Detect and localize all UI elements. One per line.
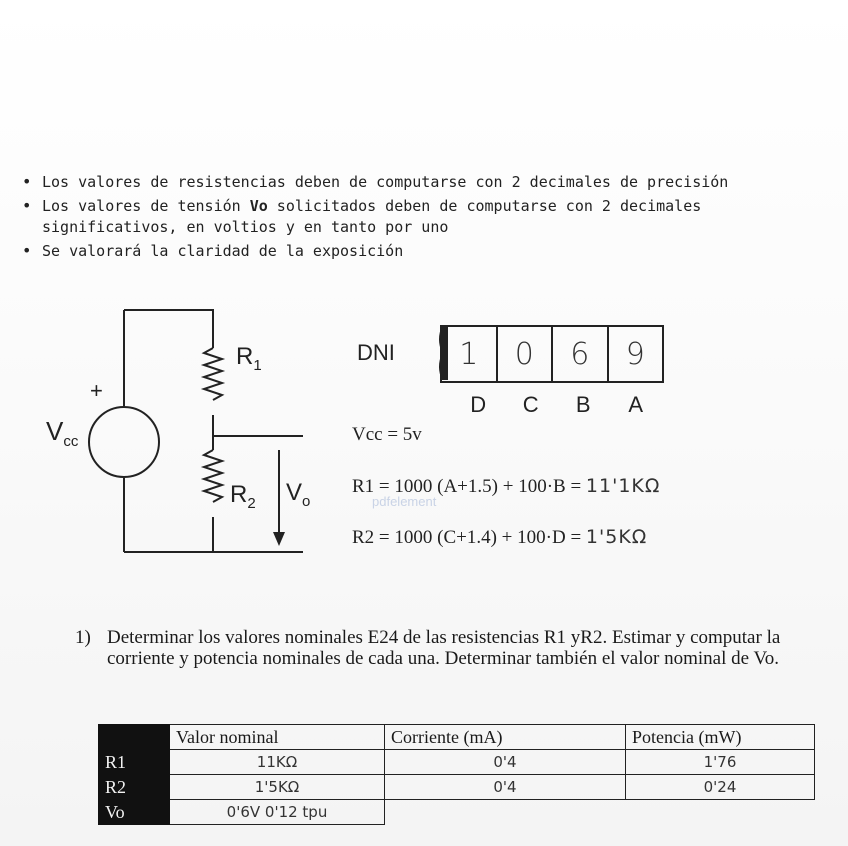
- table-empty-cell: [626, 800, 815, 825]
- dni-box: [440, 325, 664, 383]
- vcc-label: $V_{cc}$: [46, 416, 79, 450]
- vo-label: $V_o$: [286, 479, 311, 510]
- dni-letters: [452, 392, 662, 418]
- vo-arrow-head-icon: [273, 532, 285, 546]
- question-1: [75, 627, 835, 669]
- r1-label: $R_1$: [236, 343, 262, 374]
- table-row: [99, 750, 815, 775]
- table-cell: 11KΩ: [170, 750, 385, 775]
- instruction-text: Los valores de resistencias deben de computarse con 2 decimales de precisión: [42, 173, 729, 191]
- row-header: Vo: [99, 800, 170, 825]
- row-header: R1: [99, 750, 170, 775]
- vcc-formula: Vcc = 5v: [352, 424, 422, 445]
- dni-letter: D: [470, 392, 487, 417]
- column-header: Potencia (mW): [626, 725, 815, 750]
- instruction-text: Los valores de tensión: [42, 197, 250, 215]
- instruction-text-bold: Vo: [249, 197, 268, 215]
- results-table: [98, 724, 815, 825]
- table-cell: 0'24: [626, 775, 815, 800]
- dni-digit: 1: [440, 327, 496, 381]
- question-text: Determinar los valores nominales E24 de las resistencias R1 yR2. Estimar y computar la corriente y potencia nominales de cada una. Determinar también el valor nominal de Vo.: [107, 627, 781, 669]
- r2-formula-text: R2 = 1000 (C+1.4) + 100·D =: [352, 527, 582, 548]
- wire-top: [124, 310, 213, 348]
- r1-answer: 11'1KΩ: [585, 475, 661, 497]
- instruction-item: [22, 172, 812, 193]
- resistor-r1: [204, 348, 222, 400]
- dni-digit: 0: [496, 327, 552, 381]
- table-cell: 0'4: [385, 775, 626, 800]
- table-header-row: [99, 725, 815, 750]
- table-corner: [99, 725, 170, 750]
- table-cell: 0'6V 0'12 tpu: [170, 800, 385, 825]
- table-empty-cell: [385, 800, 626, 825]
- row-header: R2: [99, 775, 170, 800]
- r1-formula-text: R1 = 1000 (A+1.5) + 100·B =: [352, 476, 582, 497]
- question-number: 1): [75, 627, 91, 648]
- instruction-item: [22, 241, 812, 262]
- dni-label: DNI: [357, 340, 395, 365]
- instructions-list: [22, 172, 812, 265]
- column-header: Valor nominal: [170, 725, 385, 750]
- dni-letter: C: [522, 392, 539, 417]
- instruction-item: [22, 196, 812, 238]
- table-row: [99, 800, 815, 825]
- dni-digit: 6: [551, 327, 607, 381]
- r2-answer: 1'5KΩ: [585, 526, 648, 548]
- voltage-source-icon: [89, 407, 159, 477]
- column-header: Corriente (mA): [385, 725, 626, 750]
- resistor-r2: [204, 450, 222, 502]
- table-row: [99, 775, 815, 800]
- table-cell: 1'5KΩ: [170, 775, 385, 800]
- r2-formula: [352, 526, 647, 549]
- table-cell: 0'4: [385, 750, 626, 775]
- plus-sign: +: [90, 378, 103, 403]
- dni-digit: 9: [607, 327, 663, 381]
- instruction-text: solicitados deben de computarse con 2 decimales significativos, en voltios y en tanto por uno: [42, 197, 702, 236]
- circuit-diagram: [40, 300, 320, 570]
- instruction-text: Se valorará la claridad de la exposición: [42, 242, 404, 260]
- watermark: pdfelement: [372, 494, 437, 509]
- r2-label: $R_2$: [230, 481, 256, 512]
- dni-letter: B: [575, 392, 591, 417]
- dni-letter: A: [628, 392, 644, 417]
- table-cell: 1'76: [626, 750, 815, 775]
